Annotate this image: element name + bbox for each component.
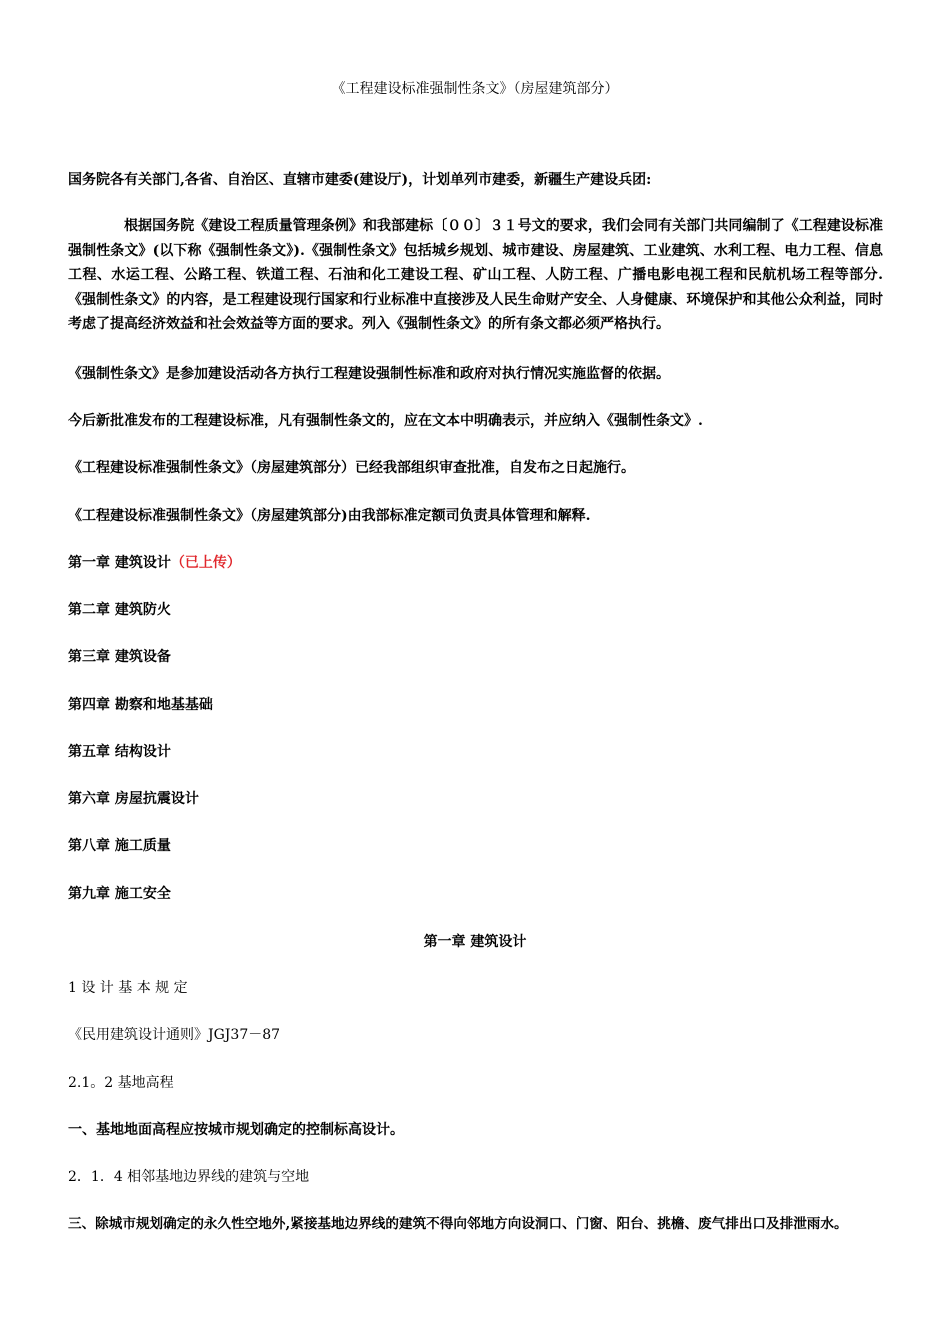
toc-item-ch9[interactable]: 第九章 施工安全 — [68, 886, 171, 902]
toc-item-ch5[interactable]: 第五章 结构设计 — [68, 744, 171, 760]
toc-item-ch8[interactable]: 第八章 施工质量 — [68, 838, 171, 854]
toc-item-ch2[interactable]: 第二章 建筑防火 — [68, 602, 171, 618]
toc-item-ch3[interactable]: 第三章 建筑设备 — [68, 649, 171, 665]
paragraph-management: 《工程建设标准强制性条文》（房屋建筑部分)由我部标准定额司负责具体管理和解释. — [68, 508, 591, 524]
clause-text: 三、除城市规划确定的永久性空地外,紧接基地边界线的建筑不得向邻地方向设洞口、门窗、阳台、挑檐、废气排出口及排泄雨水。 — [68, 1216, 848, 1232]
toc-item-ch6[interactable]: 第六章 房屋抗震设计 — [68, 791, 199, 807]
body-paragraph: 根据国务院《建设工程质量管理条例》和我部建标〔００〕３１号文的要求，我们会同有关部门共同编制了《工程建设标准强制性条文》(以下称《强制性条文》).《强制性条文》包括城乡规划、城市建设、房屋建筑、工业建筑、水利工程、电力工程、信息工程、水运工程、公路工程、铁道工程、石油和化工建设工程、矿山工程、人防工程、广播电影电视工程和民航机场工程等部分.《强制性条文》的内容，是工程建设现行国家和行业标准中直接涉及人民生命财产安全、人身健康、环境保护和其他公众利益，同时考虑了提高经济效益和社会效益等方面的要求。列入《强制性条文》的所有条文都必须严格执行。 — [68, 218, 883, 332]
paragraph-effective-date: 《工程建设标准强制性条文》（房屋建筑部分）已经我部组织审查批准，自发布之日起施行。 — [68, 460, 635, 476]
standard-reference: 《民用建筑设计通则》JGJ37－87 — [68, 1027, 281, 1043]
toc-item-ch4[interactable]: 第四章 勘察和地基基础 — [68, 697, 213, 713]
clause-text: 一、基地地面高程应按城市规划确定的控制标高设计。 — [68, 1122, 404, 1138]
paragraph-future-standards: 今后新批准发布的工程建设标准，凡有强制性条文的，应在文本中明确表示，并应纳入《强制性条文》. — [68, 413, 703, 429]
addressee-line: 国务院各有关部门,各省、自治区、直辖市建委(建设厅)，计划单列市建委，新疆生产建设兵团: — [68, 172, 652, 188]
section-heading: 1 设 计 基 本 规 定 — [68, 980, 188, 996]
toc-item-label: 第一章 建筑设计 — [68, 555, 171, 571]
clause-heading: 2.1。2 基地高程 — [68, 1075, 174, 1091]
document-title: 《工程建设标准强制性条文》（房屋建筑部分） — [331, 81, 619, 97]
clause-heading: 2．1．4 相邻基地边界线的建筑与空地 — [68, 1169, 310, 1185]
paragraph-basis: 《强制性条文》是参加建设活动各方执行工程建设强制性标准和政府对执行情况实施监督的依据。 — [68, 366, 670, 382]
uploaded-note: （已上传） — [170, 555, 241, 571]
toc-item-ch1[interactable] — [68, 553, 241, 573]
chapter-heading: 第一章 建筑设计 — [423, 934, 527, 950]
